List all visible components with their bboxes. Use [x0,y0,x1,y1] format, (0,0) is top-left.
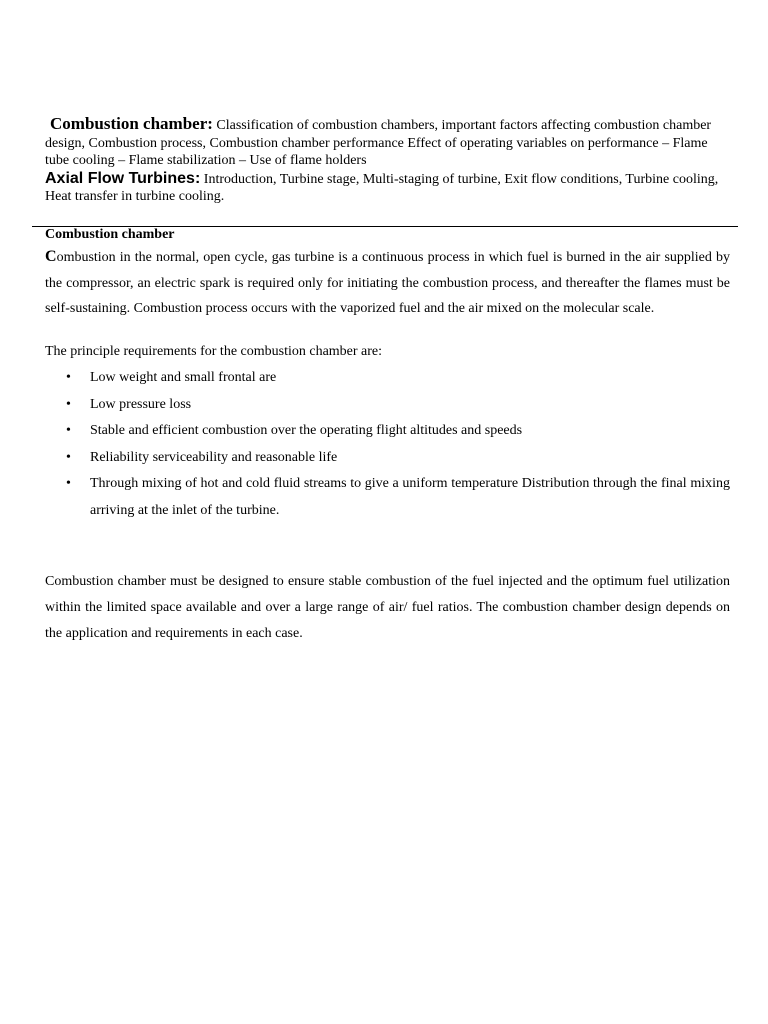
syllabus-combustion-heading: Combustion chamber: [50,114,213,133]
closing-paragraph: Combustion chamber must be designed to ensure stable combustion of the fuel injected and the optimum fuel utilization within the limited space available and over a large range of air/ fuel ratios. The combustion chamber design depends on the application and requirements in each case. [45,574,730,642]
syllabus-combustion-topics: Classification of combustion chambers, important factors affecting combustion chamber design, Combustion process, Combustion chamber performance Effect of operating variables on performance – Flame tube cooling – Flame stabilization – Use of flame holders [45,118,712,168]
list-item: • Low weight and small frontal are [90,365,730,392]
intro-dropcap: C [45,248,57,265]
syllabus-turbines-heading: Axial Flow Turbines: [45,169,201,187]
bullet-icon: • [66,423,71,439]
syllabus-block [45,115,725,206]
bullet-icon: • [66,476,71,492]
section-body [45,226,730,647]
requirements-list [45,365,730,524]
section-heading: Combustion chamber [45,227,175,242]
bullet-icon: • [66,449,71,465]
syllabus-turbines [45,170,725,206]
syllabus-combustion [45,115,725,170]
list-item: • Through mixing of hot and cold fluid streams to give a uniform temperature Distribution through the final mixing arriving at the inlet of the turbine. [90,471,730,524]
intro-text: ombustion in the normal, open cycle, gas turbine is a continuous process in which fuel is burned in the air supplied by the compressor, an electric spark is required only for initiating the combustion process, and thereafter the flames must be self-sustaining. Combustion process occurs with the vaporized fuel and the air mixed on the molecular scale. [45,250,730,317]
list-item: • Stable and efficient combustion over the operating flight altitudes and speeds [90,418,730,445]
bullet-icon: • [66,396,71,412]
list-item: • Reliability serviceability and reasonable life [90,445,730,472]
list-item: • Low pressure loss [90,392,730,419]
syllabus-turbines-topics: Introduction, Turbine stage, Multi-staging of turbine, Exit flow conditions, Turbine cooling, Heat transfer in turbine cooling. [45,171,719,204]
bullet-icon: • [66,370,71,386]
requirements-intro: The principle requirements for the combustion chamber are: [45,344,383,360]
intro-paragraph [45,244,730,322]
